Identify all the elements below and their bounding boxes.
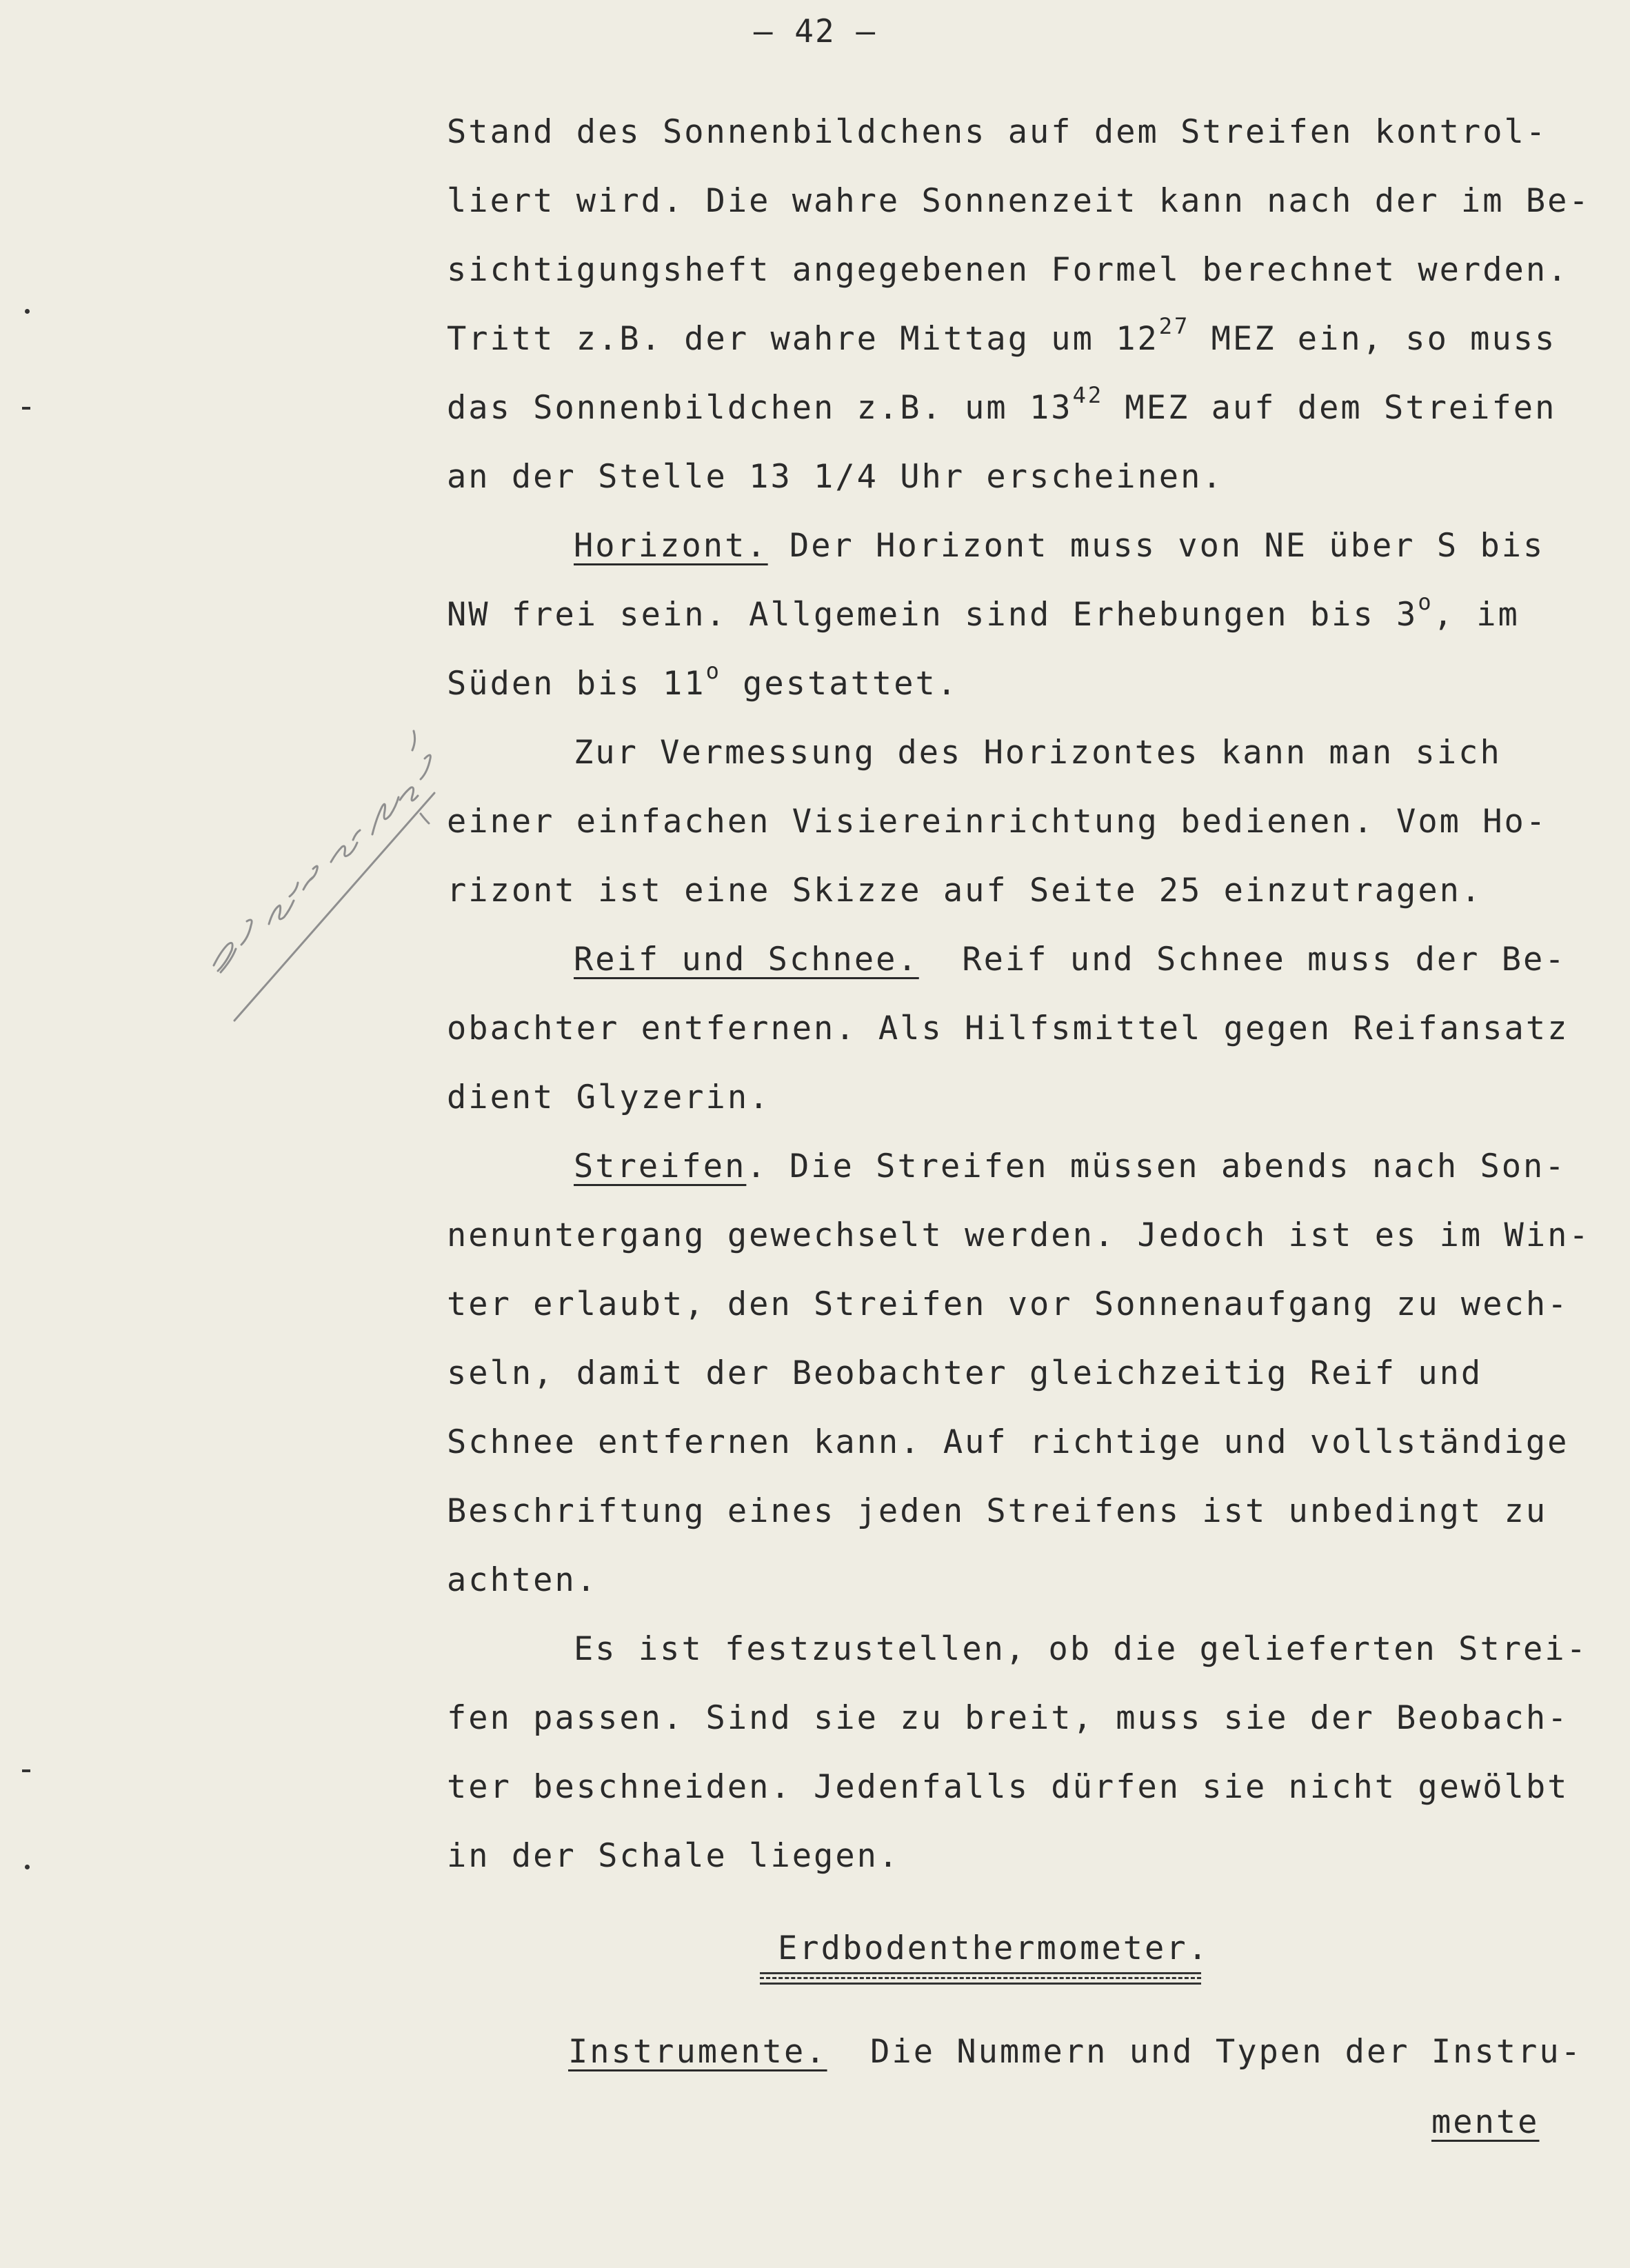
text-line — [447, 1836, 900, 1877]
text-run: Der Horizont muss von NE über S bis — [767, 527, 1545, 565]
text-run: Es ist festzustellen, ob die gelieferten Strei- — [574, 1630, 1588, 1668]
text-line — [447, 1422, 1569, 1463]
text-line — [574, 525, 1545, 567]
text-run: Schnee entfernen kann. Auf richtige und vollständige — [447, 1423, 1569, 1461]
text-run: Erdbodenthermometer. — [778, 1929, 1209, 1967]
text-line — [447, 1698, 1569, 1739]
margin-mark — [22, 407, 30, 410]
text-line — [447, 1560, 598, 1601]
text-run: NW frei sein. Allgemein sind Erhebungen bis 3 — [447, 596, 1418, 634]
margin-mark — [25, 309, 30, 314]
text-line — [574, 732, 1502, 774]
text-line — [574, 939, 1567, 981]
text-run: MEZ auf dem Streifen — [1103, 389, 1557, 427]
text-line — [447, 1353, 1482, 1394]
text-line — [447, 1215, 1591, 1256]
text-line — [447, 313, 1557, 360]
page-number: – 42 – — [753, 12, 877, 50]
text-run: ter beschneiden. Jedenfalls dürfen sie nicht gewölbt — [447, 1768, 1569, 1806]
text-line — [447, 1077, 770, 1118]
text-run: Zur Vermessung des Horizontes kann man sich — [574, 734, 1502, 772]
section-heading: Instrumente. — [568, 2033, 827, 2071]
text-run: Die Nummern und Typen der Instru- — [827, 2033, 1582, 2071]
section-heading: Streifen — [574, 1147, 747, 1185]
text-run: dient Glyzerin. — [447, 1078, 771, 1116]
text-run: MEZ ein, so muss — [1189, 320, 1557, 358]
text-run: fen passen. Sind sie zu breit, muss sie der Beobach- — [447, 1699, 1569, 1737]
text-line — [447, 181, 1591, 222]
text-line — [447, 1767, 1569, 1808]
section-heading: Horizont. — [574, 527, 768, 565]
text-line — [447, 1284, 1569, 1325]
text-line — [447, 250, 1569, 291]
text-run: Stand des Sonnenbildchens auf dem Streifen kontrol- — [447, 113, 1548, 151]
margin-mark — [25, 1865, 30, 1869]
text-run: . Die Streifen müssen abends nach Son- — [746, 1147, 1567, 1185]
text-run: Süden bis 11 — [447, 665, 706, 703]
text-run: ter erlaubt, den Streifen vor Sonnenaufgang zu wech- — [447, 1285, 1569, 1323]
text-run: obachter entfernen. Als Hilfsmittel gegen Reifansatz — [447, 1010, 1569, 1047]
margin-mark — [22, 1769, 30, 1772]
superscript: 27 — [1158, 313, 1190, 340]
text-line — [778, 1928, 1209, 1969]
text-line — [447, 589, 1520, 636]
text-line — [574, 1146, 1567, 1187]
text-line — [447, 1491, 1547, 1532]
text-run: nenuntergang gewechselt werden. Jedoch ist es im Win- — [447, 1216, 1591, 1254]
text-run: sichtigungsheft angegebenen Formel berechnet werden. — [447, 251, 1569, 289]
text-run: , im — [1433, 596, 1520, 634]
section-heading: Reif und Schnee. — [574, 941, 919, 979]
text-line — [568, 2031, 1582, 2073]
superscript: o — [1418, 589, 1433, 616]
text-line — [447, 382, 1557, 429]
text-run: an der Stelle 13 1/4 Uhr erscheinen. — [447, 458, 1224, 496]
section-heading: mente — [1431, 2103, 1540, 2141]
text-line — [447, 1008, 1569, 1050]
text-line — [1431, 2102, 1539, 2143]
text-line — [447, 801, 1547, 843]
superscript: 42 — [1072, 382, 1104, 409]
text-run: liert wird. Die wahre Sonnenzeit kann nach der im Be- — [447, 182, 1591, 220]
text-run: seln, damit der Beobachter gleichzeitig Reif und — [447, 1354, 1483, 1392]
superscript: o — [705, 658, 721, 685]
text-line — [447, 870, 1482, 912]
text-run: einer einfachen Visiereinrichtung bedienen. Vom Ho- — [447, 803, 1548, 841]
text-line — [447, 658, 959, 705]
text-run: Reif und Schnee muss der Be- — [918, 941, 1567, 979]
text-run: Tritt z.B. der wahre Mittag um 12 — [447, 320, 1159, 358]
double-underline-divider — [760, 1972, 1201, 1985]
text-run: gestattet. — [721, 665, 959, 703]
text-run: das Sonnenbildchen z.B. um 13 — [447, 389, 1073, 427]
text-run: achten. — [447, 1561, 598, 1599]
text-line — [447, 112, 1547, 153]
text-run: in der Schale liegen. — [447, 1837, 900, 1875]
text-run: Beschriftung eines jeden Streifens ist unbedingt zu — [447, 1492, 1548, 1530]
text-line — [574, 1629, 1588, 1670]
text-line — [447, 456, 1224, 498]
text-run: rizont ist eine Skizze auf Seite 25 einzutragen. — [447, 872, 1483, 910]
